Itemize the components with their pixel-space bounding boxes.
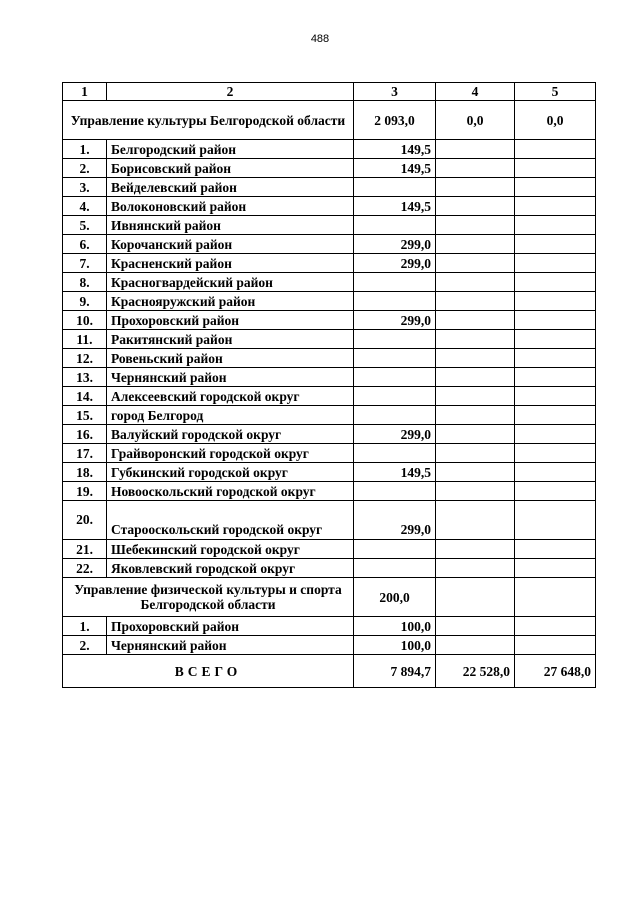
row-col-5: [515, 140, 596, 159]
row-col-5: [515, 292, 596, 311]
row-col-3: [354, 387, 436, 406]
row-col-3: 299,0: [354, 235, 436, 254]
row-col-5: [515, 540, 596, 559]
section-total-col-3: 2 093,0: [354, 101, 436, 140]
row-col-4: [436, 235, 515, 254]
row-number: 5.: [63, 216, 107, 235]
row-name: Старооскольский городской округ: [107, 501, 354, 540]
row-col-3: [354, 368, 436, 387]
row-col-4: [436, 216, 515, 235]
row-col-4: [436, 254, 515, 273]
row-col-4: [436, 406, 515, 425]
total-label: ВСЕГО: [63, 655, 354, 688]
row-col-5: [515, 463, 596, 482]
section-total-col-4: 0,0: [436, 101, 515, 140]
row-col-5: [515, 425, 596, 444]
row-number: 2.: [63, 636, 107, 655]
row-name: Грайворонский городской округ: [107, 444, 354, 463]
table-row: [63, 254, 596, 273]
row-col-3: 149,5: [354, 159, 436, 178]
row-col-5: [515, 197, 596, 216]
row-col-3: 299,0: [354, 311, 436, 330]
row-col-4: [436, 330, 515, 349]
row-number: 20.: [63, 501, 107, 540]
row-col-5: [515, 482, 596, 501]
row-number: 22.: [63, 559, 107, 578]
row-number: 13.: [63, 368, 107, 387]
row-col-3: [354, 292, 436, 311]
row-name: Алексеевский городской округ: [107, 387, 354, 406]
row-name: Борисовский район: [107, 159, 354, 178]
total-col-5: 27 648,0: [515, 655, 596, 688]
row-col-4: [436, 197, 515, 216]
row-name: Шебекинский городской округ: [107, 540, 354, 559]
section-header-row: [63, 101, 596, 140]
table-body: [63, 83, 596, 688]
row-col-4: [436, 273, 515, 292]
row-name: Волоконовский район: [107, 197, 354, 216]
row-number: 1.: [63, 617, 107, 636]
row-col-4: [436, 349, 515, 368]
page-number: 488: [310, 33, 330, 45]
row-col-3: [354, 540, 436, 559]
section-total-col-3: 200,0: [354, 578, 436, 617]
table-row: [63, 235, 596, 254]
row-number: 8.: [63, 273, 107, 292]
row-number: 10.: [63, 311, 107, 330]
table-row: [63, 463, 596, 482]
row-name: Новооскольский городской округ: [107, 482, 354, 501]
row-col-3: [354, 444, 436, 463]
row-col-5: [515, 349, 596, 368]
row-name: Губкинский городской округ: [107, 463, 354, 482]
row-col-3: [354, 178, 436, 197]
row-name: Белгородский район: [107, 140, 354, 159]
row-col-5: [515, 330, 596, 349]
row-number: 7.: [63, 254, 107, 273]
table-row: [63, 617, 596, 636]
row-col-5: [515, 617, 596, 636]
row-col-3: 149,5: [354, 463, 436, 482]
row-name: Ровеньский район: [107, 349, 354, 368]
row-col-5: [515, 444, 596, 463]
row-number: 4.: [63, 197, 107, 216]
table-row: [63, 159, 596, 178]
table-row: [63, 406, 596, 425]
row-col-3: [354, 273, 436, 292]
row-col-3: [354, 559, 436, 578]
row-col-4: [436, 425, 515, 444]
row-name: Ивнянский район: [107, 216, 354, 235]
section-header-row: [63, 578, 596, 617]
row-number: 14.: [63, 387, 107, 406]
row-number: 15.: [63, 406, 107, 425]
row-col-5: [515, 254, 596, 273]
table-row: [63, 178, 596, 197]
row-col-5: [515, 406, 596, 425]
row-col-5: [515, 636, 596, 655]
table-row: [63, 330, 596, 349]
row-col-4: [436, 617, 515, 636]
section-total-col-5: [515, 578, 596, 617]
row-number: 2.: [63, 159, 107, 178]
row-col-4: [436, 311, 515, 330]
row-col-3: 299,0: [354, 425, 436, 444]
section-title: Управление физической культуры и спорта Белгородской области: [63, 578, 354, 617]
row-col-3: 299,0: [354, 254, 436, 273]
row-col-3: 100,0: [354, 617, 436, 636]
table-row: [63, 273, 596, 292]
header-col-3: 3: [354, 83, 436, 101]
row-col-4: [436, 559, 515, 578]
header-col-2: 2: [107, 83, 354, 101]
table-row: [63, 292, 596, 311]
table-row: [63, 140, 596, 159]
row-col-3: 149,5: [354, 140, 436, 159]
row-number: 16.: [63, 425, 107, 444]
row-name: Валуйский городской округ: [107, 425, 354, 444]
row-name: Вейделевский район: [107, 178, 354, 197]
row-number: 21.: [63, 540, 107, 559]
row-col-5: [515, 273, 596, 292]
section-total-col-4: [436, 578, 515, 617]
row-col-3: 299,0: [354, 501, 436, 540]
row-col-5: [515, 559, 596, 578]
row-name: Красненский район: [107, 254, 354, 273]
row-number: 12.: [63, 349, 107, 368]
row-col-4: [436, 387, 515, 406]
table-row: [63, 444, 596, 463]
row-col-4: [436, 140, 515, 159]
row-col-5: [515, 387, 596, 406]
row-col-3: 149,5: [354, 197, 436, 216]
table-row: [63, 636, 596, 655]
row-name: Яковлевский городской округ: [107, 559, 354, 578]
section-total-col-5: 0,0: [515, 101, 596, 140]
row-name: Корочанский район: [107, 235, 354, 254]
row-col-5: [515, 178, 596, 197]
row-col-3: [354, 482, 436, 501]
table-row: [63, 387, 596, 406]
row-number: 17.: [63, 444, 107, 463]
budget-table: [62, 82, 596, 688]
row-col-5: [515, 311, 596, 330]
table-row: [63, 197, 596, 216]
total-row: [63, 655, 596, 688]
row-col-4: [436, 292, 515, 311]
row-col-5: [515, 501, 596, 540]
table-row: [63, 559, 596, 578]
row-number: 3.: [63, 178, 107, 197]
row-col-3: [354, 349, 436, 368]
table-row: [63, 425, 596, 444]
row-col-3: [354, 330, 436, 349]
row-number: 19.: [63, 482, 107, 501]
total-col-3: 7 894,7: [354, 655, 436, 688]
table-row: [63, 368, 596, 387]
row-col-4: [436, 636, 515, 655]
row-col-4: [436, 482, 515, 501]
header-col-4: 4: [436, 83, 515, 101]
row-col-5: [515, 235, 596, 254]
header-col-1: 1: [63, 83, 107, 101]
header-col-5: 5: [515, 83, 596, 101]
row-col-5: [515, 159, 596, 178]
row-name: Ракитянский район: [107, 330, 354, 349]
row-col-4: [436, 159, 515, 178]
table-row: [63, 540, 596, 559]
row-col-4: [436, 444, 515, 463]
row-col-5: [515, 216, 596, 235]
table-row: [63, 349, 596, 368]
row-col-4: [436, 501, 515, 540]
row-col-3: [354, 406, 436, 425]
row-col-4: [436, 540, 515, 559]
row-number: 6.: [63, 235, 107, 254]
row-name: город Белгород: [107, 406, 354, 425]
table-row: [63, 482, 596, 501]
row-name: Краснояружский район: [107, 292, 354, 311]
row-name: Прохоровский район: [107, 617, 354, 636]
row-name: Чернянский район: [107, 636, 354, 655]
table-row: [63, 311, 596, 330]
row-name: Чернянский район: [107, 368, 354, 387]
row-number: 18.: [63, 463, 107, 482]
row-number: 1.: [63, 140, 107, 159]
header-row: [63, 83, 596, 101]
section-title: Управление культуры Белгородской области: [63, 101, 354, 140]
row-col-4: [436, 368, 515, 387]
row-col-3: [354, 216, 436, 235]
row-name: Прохоровский район: [107, 311, 354, 330]
total-col-4: 22 528,0: [436, 655, 515, 688]
row-name: Красногвардейский район: [107, 273, 354, 292]
table-row: [63, 501, 596, 540]
row-number: 9.: [63, 292, 107, 311]
row-number: 11.: [63, 330, 107, 349]
row-col-4: [436, 463, 515, 482]
table-row: [63, 216, 596, 235]
row-col-5: [515, 368, 596, 387]
row-col-3: 100,0: [354, 636, 436, 655]
row-col-4: [436, 178, 515, 197]
